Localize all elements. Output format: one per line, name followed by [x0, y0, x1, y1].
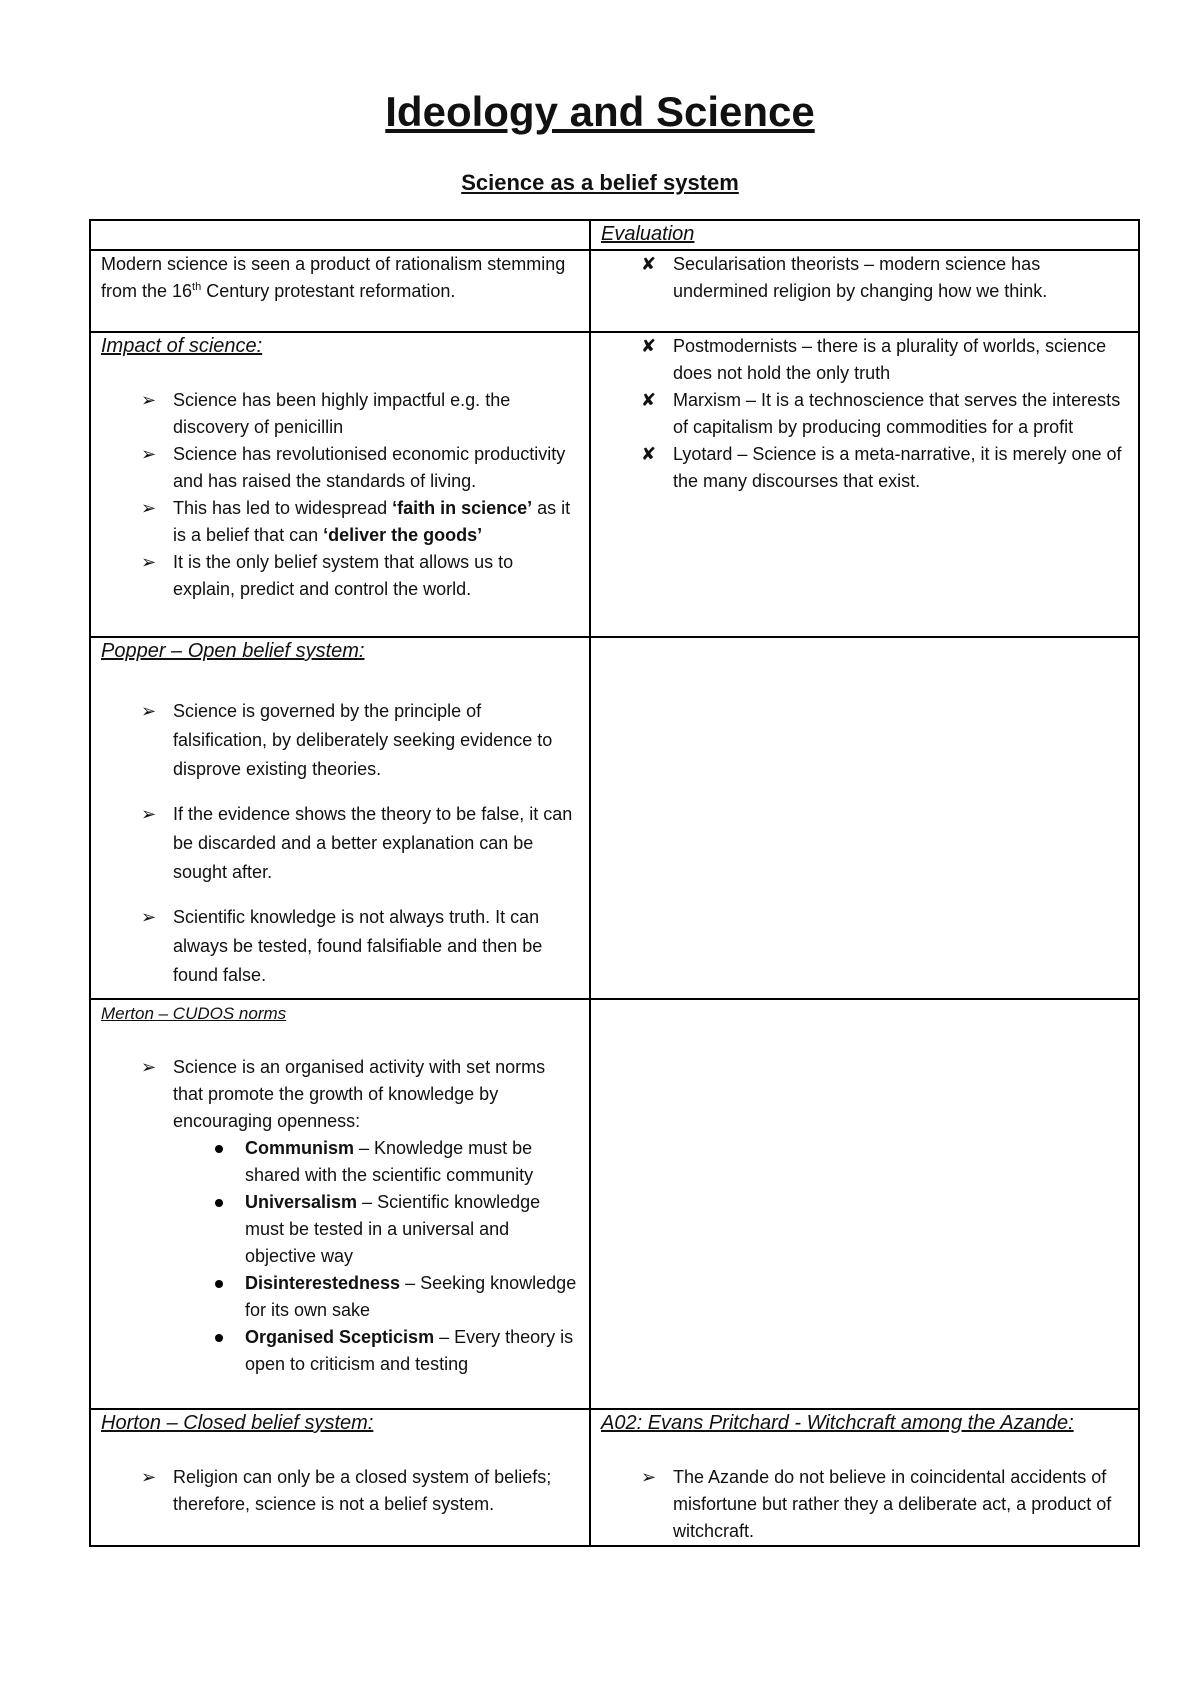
list-item: ➢ Science has revolutionised economic productivity and has raised the standards of living.: [141, 441, 579, 495]
cross-icon: ✘: [641, 254, 657, 274]
list-item: ➢ Scientific knowledge is not always truth. It can always be tested, found falsifiable and then be found false.: [141, 903, 579, 990]
cudos-norms-list: [173, 1135, 579, 1378]
arrow-bullet-icon: ➢: [141, 552, 157, 572]
arrow-bullet-icon: ➢: [141, 1057, 157, 1077]
arrow-bullet-icon: ➢: [141, 444, 157, 464]
cell-impact-of-science: [90, 332, 590, 637]
horton-list: [101, 1464, 579, 1518]
arrow-bullet-icon: ➢: [141, 390, 157, 410]
section-heading: Merton – CUDOS norms: [101, 1004, 287, 1023]
list-item: ➢ It is the only belief system that allows us to explain, predict and control the world.: [141, 549, 579, 603]
cross-icon: ✘: [641, 336, 657, 356]
table-header-row: [90, 220, 1139, 250]
evaluation-list: [601, 251, 1128, 305]
table-row: [90, 250, 1139, 332]
notes-table: [89, 219, 1140, 1547]
cross-icon: ✘: [641, 444, 657, 464]
list-item: ➢ The Azande do not believe in coincidental accidents of misfortune but rather they a deliberate act, a product of witchcraft.: [641, 1464, 1128, 1545]
list-item: Organised Scepticism – Every theory is open to criticism and testing: [213, 1324, 579, 1378]
table-row: [90, 637, 1139, 999]
list-item: Disinterestedness – Seeking knowledge for its own sake: [213, 1270, 579, 1324]
evaluation-list: [601, 333, 1128, 495]
cell-horton: [90, 1409, 590, 1546]
table-row: [90, 999, 1139, 1409]
cell-text: Modern science is seen a product of rationalism stemming from the 16: [101, 254, 566, 301]
header-cell-evaluation: Evaluation: [590, 220, 1139, 250]
bullet-dot-icon: [215, 1280, 223, 1288]
list-item: ➢ Science has been highly impactful e.g. the discovery of penicillin: [141, 387, 579, 441]
list-item: ➢ Science is an organised activity with set norms that promote the growth of knowledge by encouraging openness: Communism – Knowledge must be shared with the scientific community Universalism – Scientific knowledge must be tested in a universal and objective way Disinterestedness – Seeking knowledge for its own sake Organised Scepticism – Every theory is open to criticism and testing: [141, 1054, 579, 1378]
superscript-th: th: [192, 281, 202, 293]
document-title: Ideology and Science: [385, 88, 815, 135]
cell-evaluation-secularisation: [590, 250, 1139, 332]
list-item: ✘ Postmodernists – there is a plurality of worlds, science does not hold the only truth: [641, 333, 1128, 387]
cell-empty: [590, 999, 1139, 1409]
list-item: Universalism – Scientific knowledge must be tested in a universal and objective way: [213, 1189, 579, 1270]
arrow-bullet-icon: ➢: [141, 907, 157, 927]
popper-list: [101, 697, 579, 990]
bullet-dot-icon: [215, 1334, 223, 1342]
table-row: [90, 332, 1139, 637]
arrow-bullet-icon: ➢: [141, 498, 157, 518]
list-item: ➢ Science is governed by the principle of falsification, by deliberately seeking evidence to disprove existing theories.: [141, 697, 579, 784]
list-item: ➢ If the evidence shows the theory to be false, it can be discarded and a better explanation can be sought after.: [141, 800, 579, 887]
azande-list: [601, 1464, 1128, 1545]
list-item: ✘ Lyotard – Science is a meta-narrative, it is merely one of the many discourses that exist.: [641, 441, 1128, 495]
bullet-dot-icon: [215, 1199, 223, 1207]
cell-merton: [90, 999, 590, 1409]
arrow-bullet-icon: ➢: [141, 1467, 157, 1487]
cross-icon: ✘: [641, 390, 657, 410]
cell-text: Century protestant reformation.: [201, 281, 456, 301]
bullet-dot-icon: [215, 1145, 223, 1153]
table-row: [90, 1409, 1139, 1546]
impact-list: [101, 387, 579, 603]
list-item: ✘ Secularisation theorists – modern science has undermined religion by changing how we think.: [641, 251, 1128, 305]
cell-popper: [90, 637, 590, 999]
merton-list: [101, 1054, 579, 1378]
list-item: ✘ Marxism – It is a technoscience that serves the interests of capitalism by producing commodities for a profit: [641, 387, 1128, 441]
arrow-bullet-icon: ➢: [141, 804, 157, 824]
section-heading: Popper – Open belief system:: [101, 640, 365, 662]
cell-empty: [590, 637, 1139, 999]
section-heading: Impact of science:: [101, 335, 263, 357]
cell-evaluation-critiques: [590, 332, 1139, 637]
cell-rationalism: [90, 250, 590, 332]
section-heading: Horton – Closed belief system:: [101, 1412, 374, 1434]
section-heading: A02: Evans Pritchard - Witchcraft among the Azande:: [601, 1412, 1074, 1434]
list-item: ➢ This has led to widespread ‘faith in science’ as it is a belief that can ‘deliver the goods’: [141, 495, 579, 549]
document-subtitle: Science as a belief system: [461, 170, 739, 195]
arrow-bullet-icon: ➢: [141, 701, 157, 721]
header-cell-left: [90, 220, 590, 250]
arrow-bullet-icon: ➢: [641, 1467, 657, 1487]
list-item: Communism – Knowledge must be shared with the scientific community: [213, 1135, 579, 1189]
list-item: ➢ Religion can only be a closed system of beliefs; therefore, science is not a belief system.: [141, 1464, 579, 1518]
cell-evans-pritchard: [590, 1409, 1139, 1546]
